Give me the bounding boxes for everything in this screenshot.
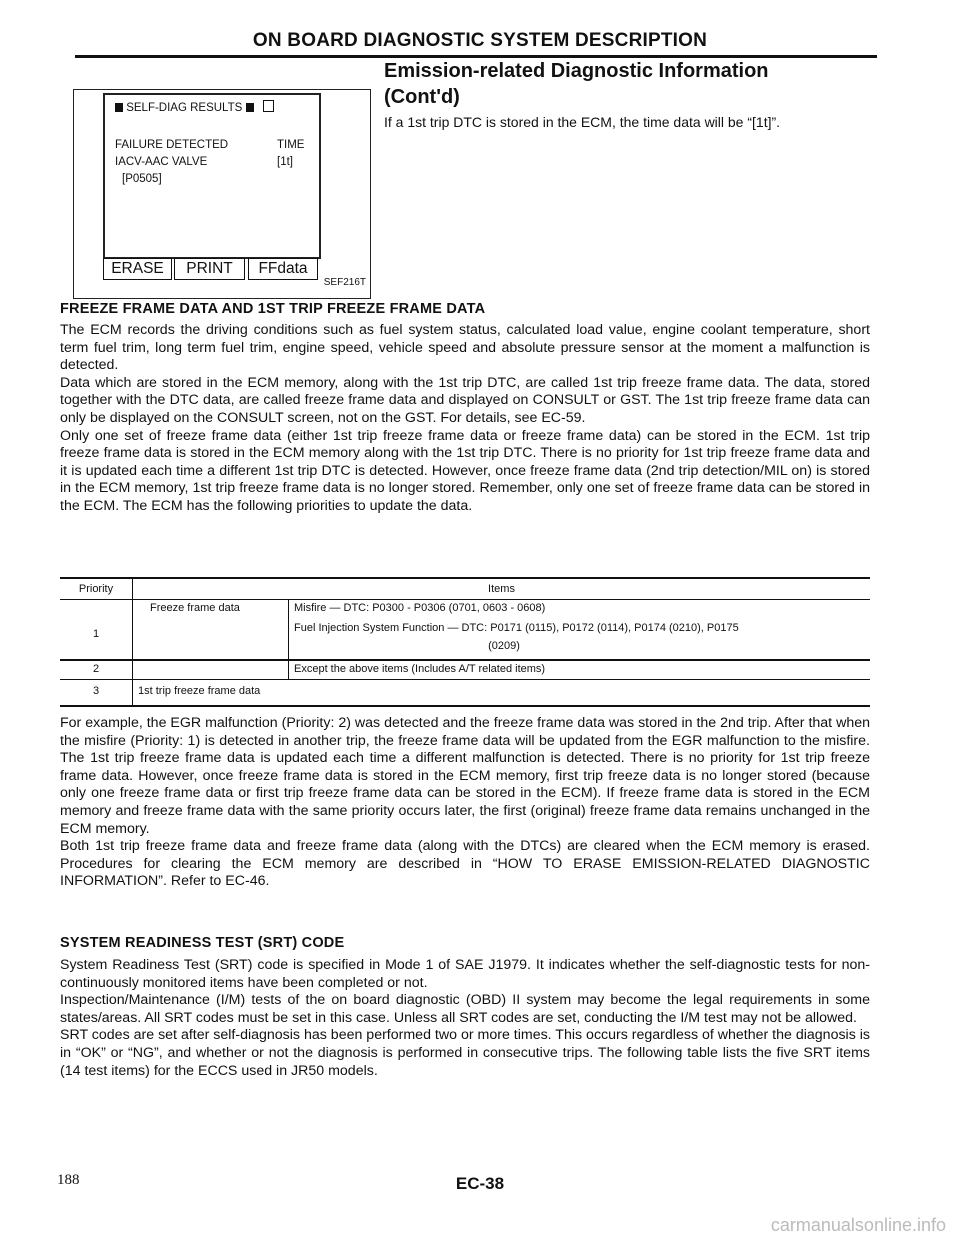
item-code: [P0505] — [122, 173, 162, 185]
print-checkbox-icon[interactable] — [263, 100, 274, 112]
erase-button[interactable]: ERASE — [103, 258, 172, 280]
table-rule — [60, 705, 870, 707]
page-code: EC-38 — [455, 1174, 505, 1193]
row1-priority: 1 — [92, 628, 100, 640]
header-priority: Priority — [78, 583, 114, 595]
page-number: 188 — [57, 1172, 80, 1188]
bullet-square-icon — [246, 103, 254, 112]
page-header-title: ON BOARD DIAGNOSTIC SYSTEM DESCRIPTION — [252, 30, 708, 51]
row2-item: Except the above items (Includes A/T related items) — [294, 663, 546, 675]
row2-priority: 2 — [92, 663, 100, 675]
screen-title: SELF-DIAG RESULTS — [126, 102, 243, 114]
priority-table — [60, 577, 870, 707]
paragraph: Inspection/Maintenance (I/M) tests of the on board diagnostic (OBD) II system may become the legal requirements in some states/areas. All SRT codes must be set in this case. Unless all SRT codes are set, conducting the I/M test may not be allowed. — [60, 992, 870, 1026]
srt-heading: SYSTEM READINESS TEST (SRT) CODE — [60, 935, 345, 951]
row1-item-b: Fuel Injection System Function — DTC: P0171 (0115), P0172 (0114), P0174 (0210), P0175 — [294, 622, 739, 634]
col-failure-detected: FAILURE DETECTED — [115, 139, 229, 151]
screen-title-row — [115, 100, 274, 114]
consult-screen-content — [105, 95, 315, 253]
table-divider — [288, 599, 289, 679]
section-title-line2: (Cont'd) — [384, 86, 460, 108]
ffdata-button[interactable]: FFdata — [248, 258, 318, 280]
table-rule — [60, 577, 870, 579]
table-rule — [60, 659, 870, 661]
row3-item: 1st trip freeze frame data — [138, 685, 261, 697]
figure-id: SEF216T — [323, 277, 366, 288]
paragraph: System Readiness Test (SRT) code is specified in Mode 1 of SAE J1979. It indicates whether the self-diagnostic tests for non-continuously monitored items have been completed or not. — [60, 957, 870, 991]
col-time: TIME — [277, 139, 305, 151]
bullet-square-icon — [115, 103, 123, 112]
section-title — [384, 58, 884, 110]
section-title-line1: Emission-related Diagnostic Information — [384, 60, 769, 82]
paragraph: Both 1st trip freeze frame data and freeze frame data (along with the DTCs) are cleared when the ECM memory is erased. Procedures for clearing the ECM memory are described in “HOW TO ERASE EMISSION-RELATED DIAGNOSTIC INFORMATION”. Refer to EC-46. — [60, 838, 870, 890]
row3-priority: 3 — [92, 685, 100, 697]
paragraph: SRT codes are set after self-diagnosis has been performed two or more times. This occurs regardless of whether the diagnosis is in “OK” or “NG”, and whether or not the diagnosis is performed in consecutive trips. The following table lists the five SRT items (14 test items) for the ECCS used in JR50 models. — [60, 1027, 870, 1079]
header-items: Items — [488, 583, 515, 595]
paragraph: The ECM records the driving conditions such as fuel system status, calculated load value, engine coolant temperature, short term fuel trim, long term fuel trim, engine speed, vehicle speed and absolute pressure sensor at the moment a malfunction is detected. — [60, 322, 870, 374]
row1-category: Freeze frame data — [150, 602, 240, 614]
paragraph: Data which are stored in the ECM memory, along with the 1st trip DTC, are called 1st trip freeze frame data. The data, stored together with the DTC data, are called freeze frame data and displayed on CONSULT or GST. The 1st trip freeze frame data can only be displayed on the CONSULT screen, not on the GST. For details, see EC-59. — [60, 374, 870, 426]
item-time: [1t] — [277, 156, 293, 168]
print-button[interactable]: PRINT — [174, 258, 245, 280]
table-divider — [132, 577, 133, 705]
row1-item-b2: (0209) — [488, 640, 520, 652]
intro-text: If a 1st trip DTC is stored in the ECM, the time data will be “[1t]”. — [384, 114, 781, 130]
freeze-frame-heading: FREEZE FRAME DATA AND 1ST TRIP FREEZE FRAME DATA — [60, 301, 486, 317]
table-rule — [60, 679, 870, 680]
example-body — [60, 715, 870, 891]
row1-item-a: Misfire — DTC: P0300 - P0306 (0701, 0603 - 0608) — [294, 602, 546, 614]
table-rule — [60, 599, 870, 600]
srt-body — [60, 957, 870, 1080]
paragraph: Only one set of freeze frame data (either 1st trip freeze frame data or freeze frame data) can be stored in the ECM. 1st trip freeze frame data is stored in the ECM memory along with the 1st trip DTC. There is no priority for 1st trip freeze frame data and it is updated each time a different 1st trip DTC is detected. However, once freeze frame data (2nd trip detection/MIL on) is stored in the ECM memory, 1st trip freeze frame data is no longer stored. Remember, only one set of freeze frame data can be stored in the ECM. The ECM has the following priorities to update the data. — [60, 427, 870, 514]
paragraph: For example, the EGR malfunction (Priority: 2) was detected and the freeze frame data was stored in the 2nd trip. After that when the misfire (Priority: 1) is detected in another trip, the freeze frame data will be updated from the EGR malfunction to the misfire. The 1st trip freeze frame data is updated each time a different malfunction is detected. There is no priority for 1st trip freeze frame data. However, once freeze frame data is stored in the ECM memory, first trip freeze data is no longer stored (because only one freeze frame data or first trip freeze frame data can be stored in the ECM). If freeze frame data is stored in the ECM memory and freeze frame data with the same priority occurs later, the first (original) freeze frame data remains unchanged in the ECM memory. — [60, 715, 870, 837]
watermark: carmanualsonline.info — [770, 1215, 946, 1235]
freeze-frame-body — [60, 322, 870, 516]
item-name: IACV-AAC VALVE — [115, 156, 208, 168]
